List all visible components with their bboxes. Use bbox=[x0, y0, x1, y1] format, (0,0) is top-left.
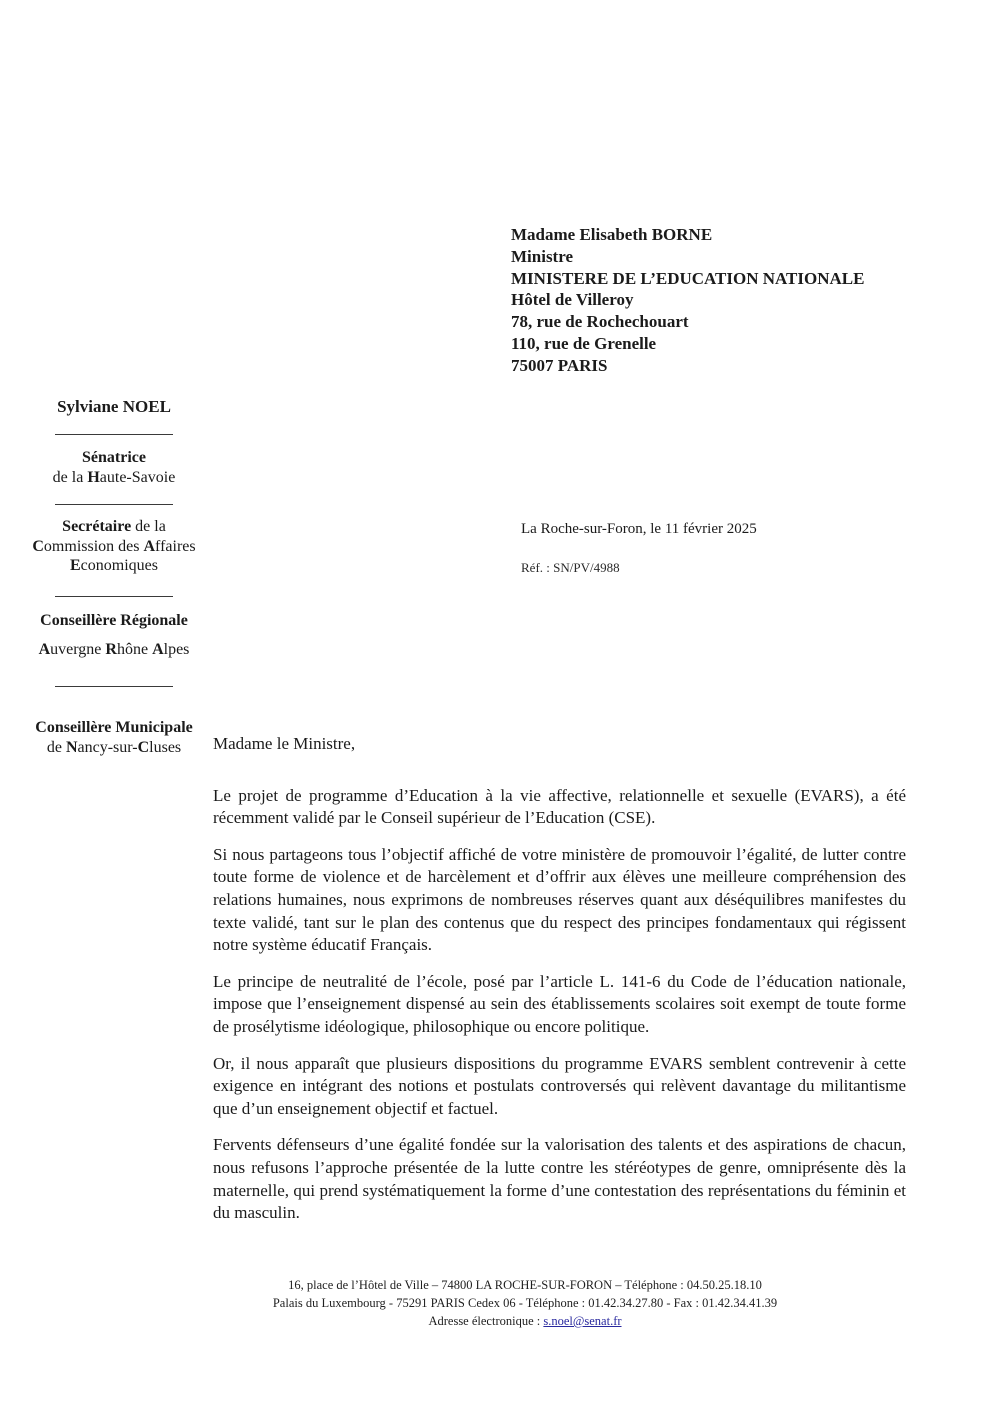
sender-role-regional: Conseillère Régionale bbox=[40, 611, 188, 629]
sidebar-divider bbox=[55, 434, 173, 435]
sender-role-commission-2: Economiques bbox=[70, 557, 158, 575]
footer-email-label: Adresse électronique : bbox=[428, 1314, 544, 1328]
sender-sidebar bbox=[8, 397, 220, 757]
sender-name: Sylviane NOEL bbox=[57, 397, 171, 416]
sender-role-municipal-area: de Nancy-sur-Cluses bbox=[46, 738, 182, 756]
sidebar-divider bbox=[55, 596, 173, 597]
sidebar-divider bbox=[55, 504, 173, 505]
letter-body bbox=[213, 733, 906, 1239]
sender-role-municipal: Conseillère Municipale bbox=[35, 719, 193, 737]
letter-footer bbox=[50, 1276, 1000, 1330]
salutation: Madame le Ministre, bbox=[213, 734, 356, 753]
recipient-city: 75007 PARIS bbox=[511, 355, 608, 375]
sender-role-commission: Commission des Affaires bbox=[32, 537, 196, 555]
paragraph-3: Le principe de neutralité de l’école, posé par l’article L. 141-6 du Code de l’éducation nationale, impose que l’enseignement dispensé au sein des établissements scolaires soit exempt de toute forme de prosélytisme idéologique, philosophique ou encore politique. bbox=[213, 971, 906, 1036]
paragraph-2: Si nous partageons tous l’objectif affiché de votre ministère de promouvoir l’égalité, de lutter contre toute forme de violence et de harcèlement et d’offrir aux élèves une meilleure compréhension des relations humaines, nous exprimons de nombreuses réserves quant aux déséquilibres manifestes du texte validé, tant sur le plan des contenus que du respect des principes fondamentaux qui régissent notre système éducatif Français. bbox=[213, 844, 906, 955]
recipient-name: Madame Elisabeth BORNE bbox=[511, 225, 713, 244]
footer-email-line bbox=[50, 1312, 1000, 1330]
sender-role-secretary: Secrétaire de la bbox=[62, 518, 166, 536]
paragraph-5: Fervents défenseurs d’une égalité fondée sur la valorisation des talents et des aspirations de chacun, nous refusons l’approche présentée de la lutte contre les stéréotypes de genre, omniprésente dès la maternelle, qui prend systématiquement la forme d’une contestation des représentations du féminin et du masculin. bbox=[213, 1135, 906, 1223]
sender-role-senator: Sénatrice bbox=[82, 449, 146, 466]
sender-role-senator-area: de la Haute-Savoie bbox=[52, 468, 176, 486]
email-link[interactable]: s.noel@senat.fr bbox=[543, 1314, 622, 1328]
recipient-address-block bbox=[511, 224, 864, 377]
recipient-building: Hôtel de Villeroy bbox=[511, 290, 634, 310]
footer-address-local: 16, place de l’Hôtel de Ville – 74800 LA ROCHE-SUR-FORON – Téléphone : 04.50.25.18.10 bbox=[288, 1278, 762, 1292]
dateline: La Roche-sur-Foron, le 11 février 2025 bbox=[521, 521, 757, 537]
reference-number: Réf. : SN/PV/4988 bbox=[521, 560, 620, 575]
paragraph-4: Or, il nous apparaît que plusieurs dispositions du programme EVARS semblent contrevenir à cette exigence en intégrant des notions et postulats controversés qui relèvent davantage du militantisme que d’un enseignement objectif et factuel. bbox=[213, 1053, 906, 1118]
recipient-street-2: 110, rue de Grenelle bbox=[511, 333, 657, 353]
paragraph-1: Le projet de programme d’Education à la vie affective, relationnelle et sexuelle (EVARS), a été récemment validé par le Conseil supérieur de l’Education (CSE). bbox=[213, 785, 906, 828]
sender-role-regional-area: Auvergne Rhône Alpes bbox=[38, 640, 190, 658]
recipient-ministry: MINISTERE DE L’EDUCATION NATIONALE bbox=[511, 268, 865, 288]
recipient-street-1: 78, rue de Rochechouart bbox=[511, 312, 689, 332]
sidebar-divider bbox=[55, 686, 173, 687]
footer-address-paris: Palais du Luxembourg - 75291 PARIS Cedex 06 - Téléphone : 01.42.34.27.80 - Fax : 01.42.34.41.39 bbox=[272, 1296, 778, 1310]
recipient-title: Ministre bbox=[511, 246, 574, 266]
